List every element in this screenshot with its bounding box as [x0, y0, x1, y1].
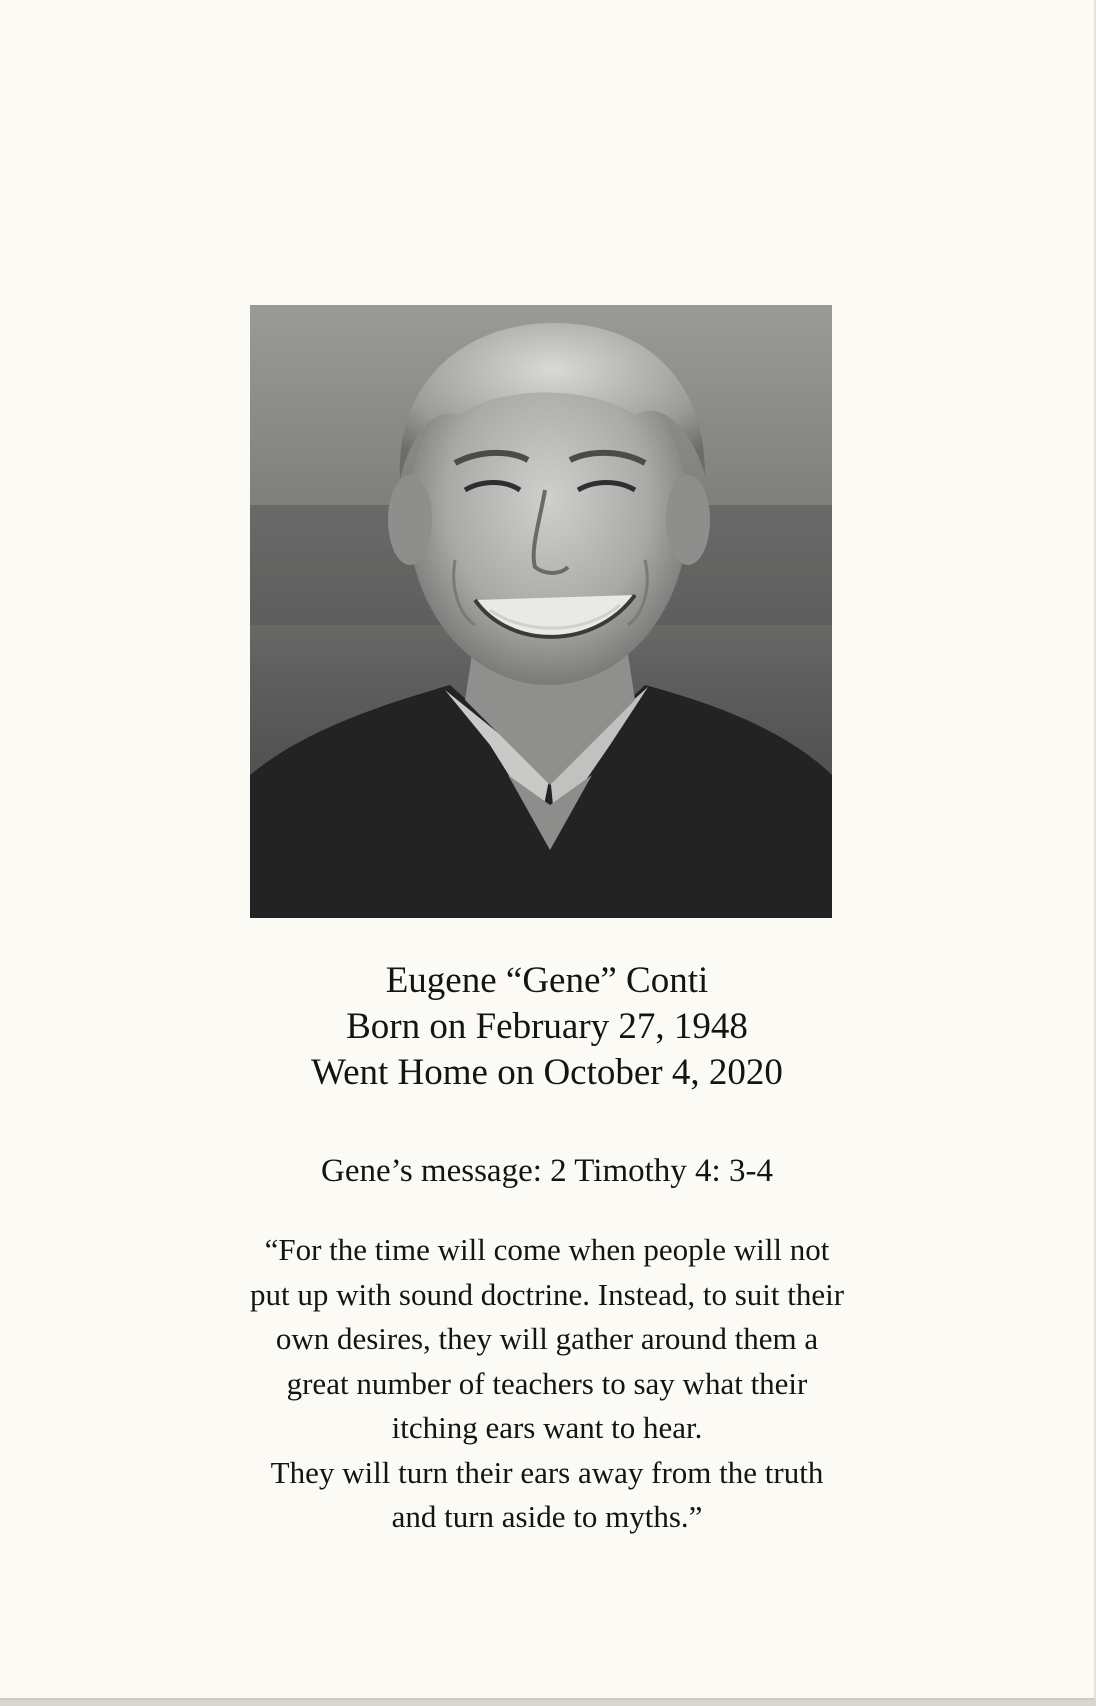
verse-line: great number of teachers to say what their [286, 1365, 808, 1401]
verse-line: itching ears want to hear. [391, 1410, 703, 1445]
name-and-dates [0, 958, 1094, 1096]
verse-line: They will turn their ears away from the truth [270, 1454, 824, 1490]
verse-line: put up with sound doctrine. Instead, to suit their [249, 1276, 845, 1312]
verse-line: and turn aside to myths.” [391, 1499, 703, 1534]
verse-line: “For the time will come when people will not [264, 1232, 830, 1267]
verse-line: own desires, they will gather around them a [275, 1321, 819, 1356]
deceased-name: Eugene “Gene” Conti [385, 960, 709, 1001]
scripture-verse [0, 1228, 1094, 1540]
death-date: Went Home on October 4, 2020 [311, 1052, 783, 1093]
portrait-photo [250, 305, 832, 918]
message-reference: Gene’s message: 2 Timothy 4: 3-4 [321, 1153, 773, 1189]
birth-date: Born on February 27, 1948 [346, 1006, 748, 1047]
